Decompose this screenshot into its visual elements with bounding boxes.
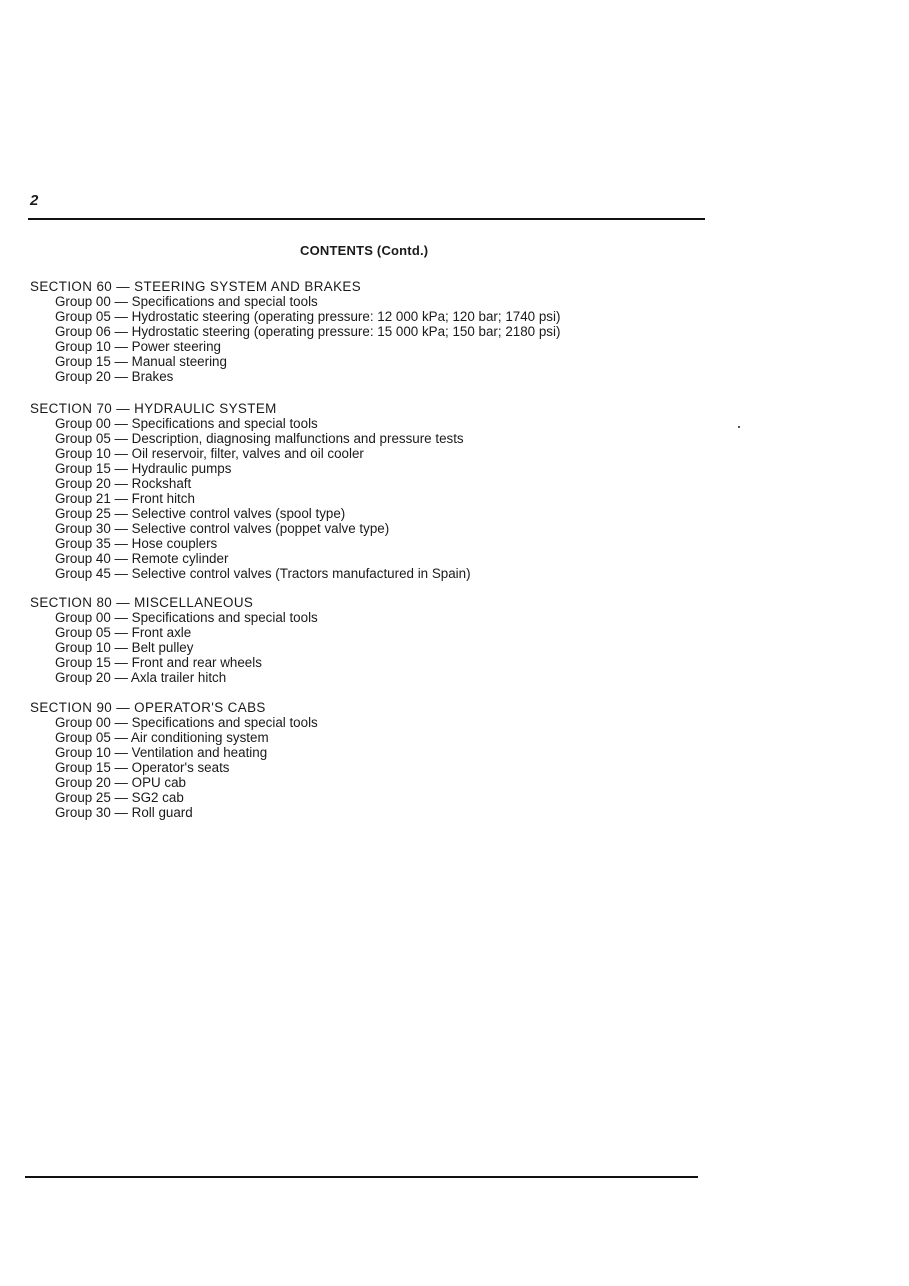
section-70	[30, 401, 471, 581]
group-entry: Group 20 — Brakes	[55, 369, 174, 384]
section-heading: SECTION 90 — OPERATOR'S CABS	[30, 700, 266, 715]
section-heading: SECTION 60 — STEERING SYSTEM AND BRAKES	[30, 279, 362, 294]
group-entry: Group 25 — SG2 cab	[55, 790, 184, 805]
group-entry: Group 00 — Specifications and special tools	[55, 416, 318, 431]
group-entry: Group 30 — Roll guard	[55, 805, 193, 820]
section-80	[30, 595, 318, 685]
group-entry: Group 00 — Specifications and special tools	[55, 294, 318, 309]
group-entry: Group 05 — Front axle	[55, 625, 192, 640]
group-entry: Group 05 — Hydrostatic steering (operating pressure: 12 000 kPa; 120 bar; 1740 psi)	[55, 309, 561, 324]
page-number: 2	[30, 192, 39, 209]
group-entry: Group 06 — Hydrostatic steering (operating pressure: 15 000 kPa; 150 bar; 2180 psi)	[55, 324, 561, 339]
group-entry: Group 15 — Front and rear wheels	[55, 655, 262, 670]
group-entry: Group 30 — Selective control valves (poppet valve type)	[55, 521, 390, 536]
section-heading: SECTION 70 — HYDRAULIC SYSTEM	[30, 401, 277, 416]
group-entry: Group 40 — Remote cylinder	[55, 551, 229, 566]
group-entry: Group 10 — Ventilation and heating	[55, 745, 268, 760]
group-entry: Group 21 — Front hitch	[55, 491, 195, 506]
group-entry: Group 00 — Specifications and special tools	[55, 715, 318, 730]
group-entry: Group 20 — OPU cab	[55, 775, 186, 790]
group-entry: Group 25 — Selective control valves (spool type)	[55, 506, 346, 521]
group-entry: Group 35 — Hose couplers	[55, 536, 218, 551]
group-entry: Group 20 — Rockshaft	[55, 476, 192, 491]
group-entry: Group 15 — Hydraulic pumps	[55, 461, 232, 476]
group-entry: Group 15 — Manual steering	[55, 354, 227, 369]
top-rule	[28, 218, 705, 220]
section-heading: SECTION 80 — MISCELLANEOUS	[30, 595, 254, 610]
group-entry: Group 10 — Oil reservoir, filter, valves and oil cooler	[55, 446, 364, 461]
bottom-rule	[25, 1176, 698, 1178]
section-90	[30, 700, 318, 820]
group-entry: Group 05 — Description, diagnosing malfunctions and pressure tests	[55, 431, 464, 446]
group-entry: Group 15 — Operator's seats	[55, 760, 230, 775]
group-entry: Group 10 — Belt pulley	[55, 640, 194, 655]
section-60	[30, 279, 560, 384]
group-entry: Group 20 — Axla trailer hitch	[55, 670, 227, 685]
group-entry: Group 05 — Air conditioning system	[55, 730, 269, 745]
speck	[738, 426, 740, 428]
page-title: CONTENTS (Contd.)	[300, 243, 429, 258]
group-entry: Group 45 — Selective control valves (Tractors manufactured in Spain)	[55, 566, 471, 581]
group-entry: Group 10 — Power steering	[55, 339, 221, 354]
group-entry: Group 00 — Specifications and special tools	[55, 610, 318, 625]
